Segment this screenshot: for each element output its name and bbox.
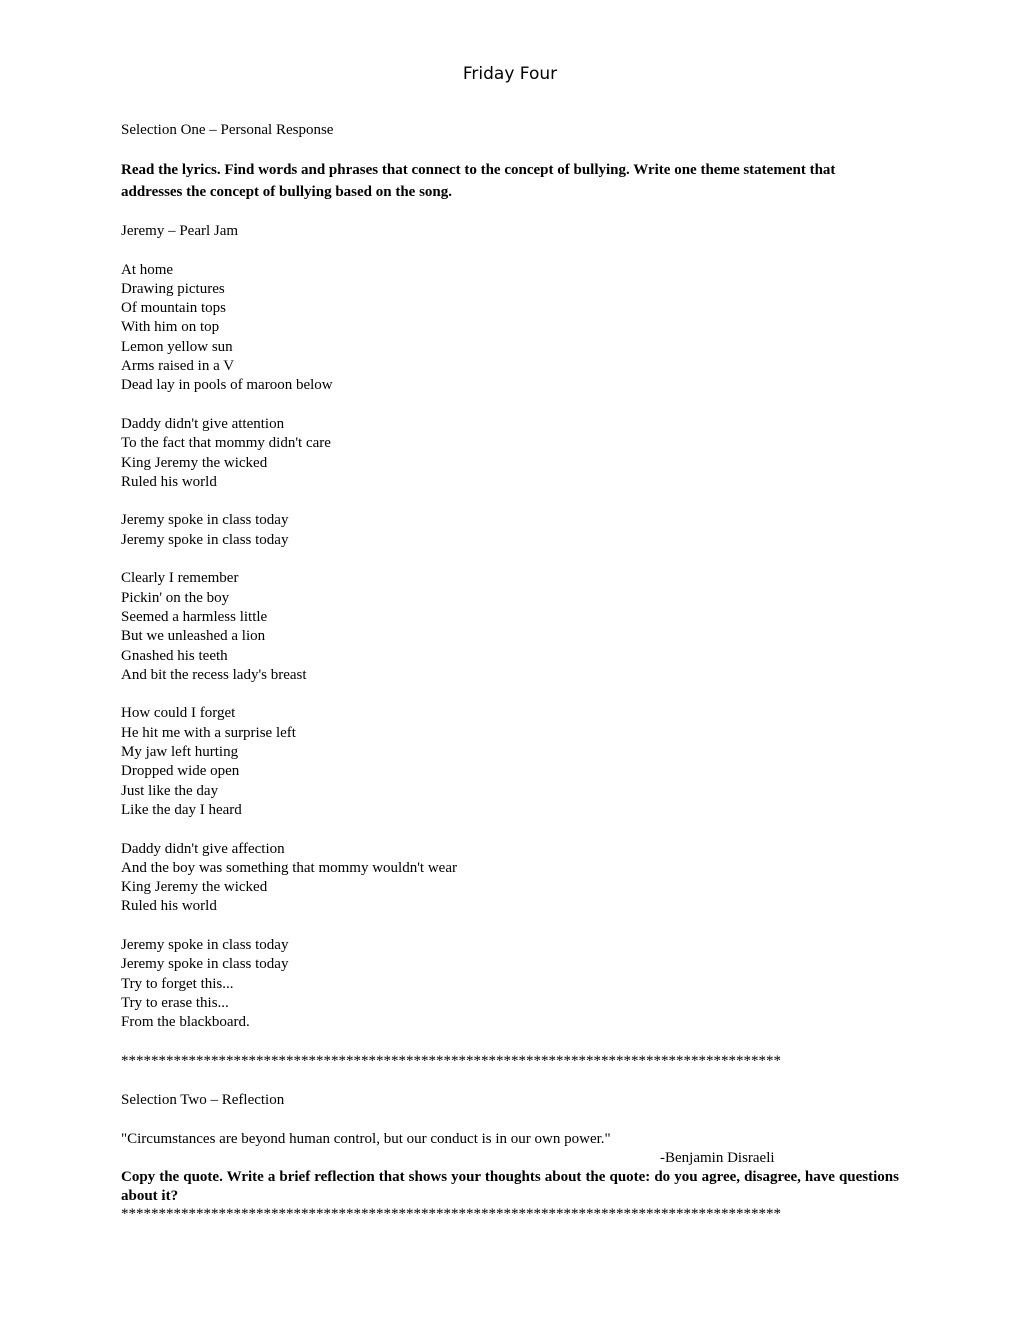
- lyric-line: Lemon yellow sun: [121, 338, 233, 355]
- section-divider-bottom: ****************************************************************************************: [121, 1206, 781, 1223]
- lyric-line: King Jeremy the wicked: [121, 879, 268, 896]
- lyric-stanza: [121, 569, 899, 685]
- lyric-line: Like the day I heard: [121, 801, 242, 818]
- lyric-line: With him on top: [121, 319, 220, 336]
- lyric-line: Just like the day: [121, 782, 219, 799]
- section-one-instructions: Read the lyrics. Find words and phrases that connect to the concept of bullying. Write one theme statement that addresses the concept of bullying based on the song.: [121, 162, 836, 200]
- lyric-stanza: [121, 936, 899, 1032]
- lyric-line: And the boy was something that mommy wouldn't wear: [121, 859, 457, 876]
- lyric-line: From the blackboard.: [121, 1014, 250, 1031]
- lyric-line: To the fact that mommy didn't care: [121, 435, 331, 452]
- document-body: [121, 121, 899, 1225]
- section-two-instructions: Copy the quote. Write a brief reflection that shows your thoughts about the quote: do you agree, disagree, have questions about it?: [121, 1169, 899, 1204]
- quote-text: "Circumstances are beyond human control, but our conduct is in our own power.": [121, 1130, 611, 1147]
- lyric-stanza: [121, 261, 899, 396]
- lyric-line: King Jeremy the wicked: [121, 454, 268, 471]
- lyric-stanza: [121, 415, 899, 492]
- lyric-line: Daddy didn't give attention: [121, 415, 285, 432]
- lyric-line: Of mountain tops: [121, 300, 226, 317]
- lyric-line: My jaw left hurting: [121, 744, 239, 761]
- section-one-heading: Selection One – Personal Response: [121, 122, 334, 138]
- lyric-line: Daddy didn't give affection: [121, 840, 285, 857]
- quote-attribution: -Benjamin Disraeli: [660, 1150, 775, 1167]
- lyric-line: Drawing pictures: [121, 280, 225, 297]
- lyric-line: Try to forget this...: [121, 975, 234, 992]
- lyric-line: Dead lay in pools of maroon below: [121, 377, 333, 394]
- song-lyrics: [121, 261, 899, 1033]
- lyric-line: At home: [121, 261, 174, 278]
- section-divider: ****************************************************************************************: [121, 1052, 781, 1069]
- lyric-line: Seemed a harmless little: [121, 608, 268, 625]
- lyric-line: Pickin' on the boy: [121, 589, 230, 606]
- lyric-line: How could I forget: [121, 705, 236, 722]
- section-two-heading: Selection Two – Reflection: [121, 1092, 285, 1109]
- lyric-line: And bit the recess lady's breast: [121, 666, 307, 683]
- lyric-stanza: [121, 511, 899, 550]
- lyric-stanza: [121, 840, 899, 917]
- lyric-line: Jeremy spoke in class today: [121, 512, 289, 529]
- lyric-stanza: [121, 704, 899, 820]
- lyric-line: Try to erase this...: [121, 994, 229, 1011]
- lyric-line: Jeremy spoke in class today: [121, 936, 289, 953]
- page-title: Friday Four: [462, 64, 558, 84]
- lyric-line: Ruled his world: [121, 898, 217, 915]
- lyric-line: He hit me with a surprise left: [121, 724, 296, 741]
- lyric-line: But we unleashed a lion: [121, 628, 266, 645]
- lyric-line: Clearly I remember: [121, 570, 239, 587]
- lyric-line: Jeremy spoke in class today: [121, 531, 289, 548]
- lyric-line: Ruled his world: [121, 473, 217, 490]
- lyric-line: Jeremy spoke in class today: [121, 956, 289, 973]
- lyric-line: Arms raised in a V: [121, 358, 235, 375]
- lyric-line: Gnashed his teeth: [121, 647, 228, 664]
- lyric-line: Dropped wide open: [121, 763, 240, 780]
- song-title: Jeremy – Pearl Jam: [121, 223, 239, 240]
